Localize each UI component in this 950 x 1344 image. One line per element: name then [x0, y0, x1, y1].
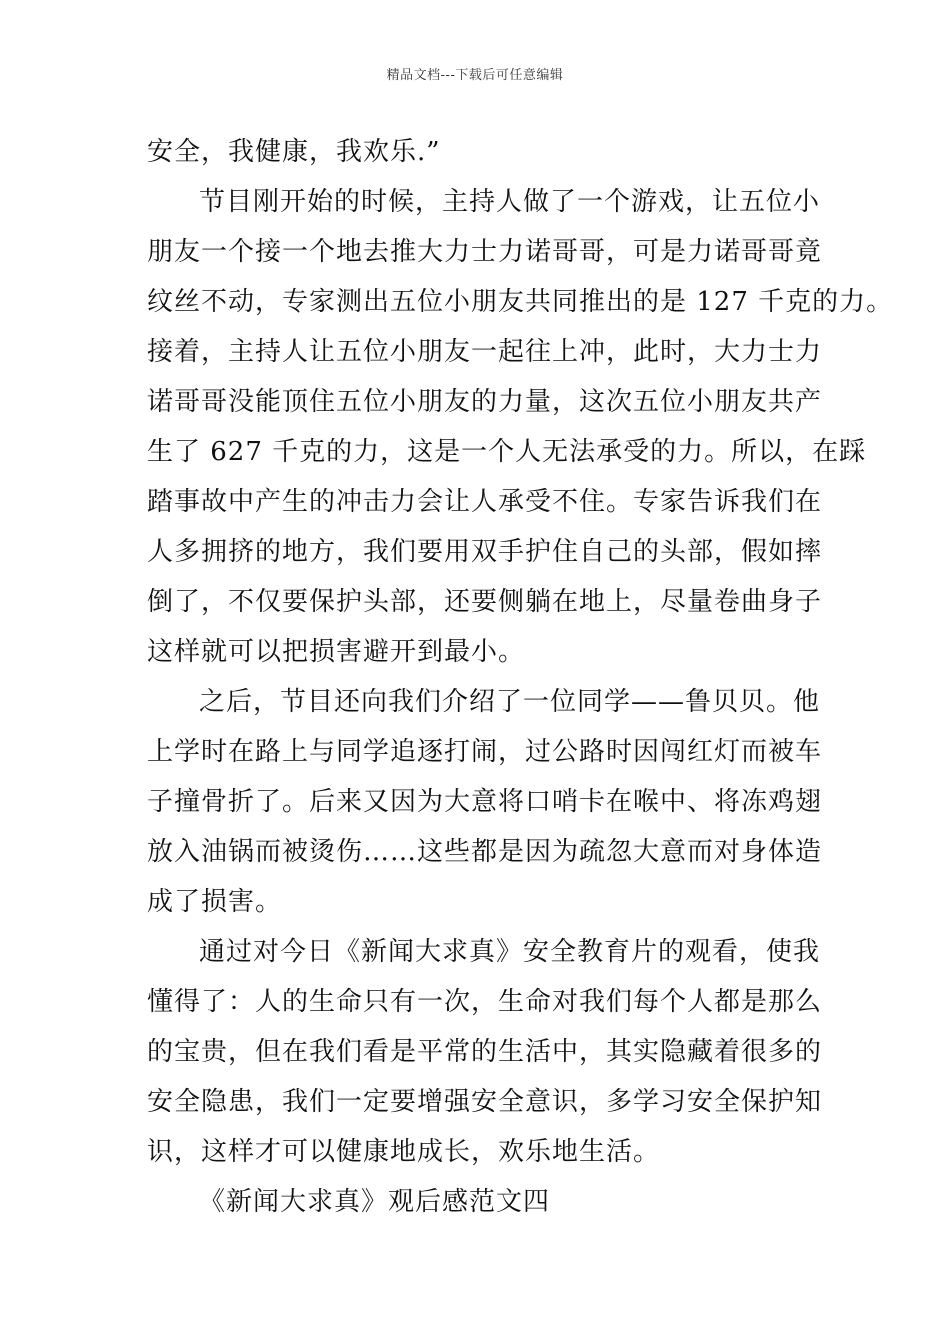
- document-body: [147, 127, 894, 1227]
- text-line: 生了 627 千克的力，这是一个人无法承受的力。所以，在踩: [147, 437, 867, 467]
- text-line: 人多拥挤的地方，我们要用双手护住自己的头部，假如摔: [147, 537, 823, 567]
- text-line: 识，这样才可以健康地成长，欢乐地生活。: [147, 1137, 661, 1167]
- text-line: 踏事故中产生的冲击力会让人承受不住。专家告诉我们在: [147, 487, 823, 517]
- text-line: 安全，我健康，我欢乐.”: [147, 137, 441, 167]
- paragraph-start-line: 之后，节目还向我们介绍了一位同学——鲁贝贝。他: [199, 687, 821, 717]
- text-line: 倒了，不仅要保护头部，还要侧躺在地上，尽量卷曲身子: [147, 587, 823, 617]
- page-header: 精品文档---下载后可任意编辑: [386, 68, 564, 83]
- text-line: 成了损害。: [147, 887, 283, 917]
- text-line: 的宝贵，但在我们看是平常的生活中，其实隐藏着很多的: [147, 1037, 823, 1067]
- text-line: 纹丝不动，专家测出五位小朋友共同推出的是 127 千克的力。: [147, 287, 894, 317]
- text-line: 接着，主持人让五位小朋友一起往上冲，此时，大力士力: [147, 337, 823, 367]
- text-line: 上学时在路上与同学追逐打闹，过公路时因闯红灯而被车: [147, 737, 823, 767]
- text-line: 这样就可以把损害避开到最小。: [147, 637, 526, 667]
- text-line: 懂得了：人的生命只有一次，生命对我们每个人都是那么: [147, 987, 823, 1017]
- section-heading: 《新闻大求真》观后感范文四: [199, 1187, 551, 1217]
- text-line: 安全隐患，我们一定要增强安全意识，多学习安全保护知: [147, 1087, 823, 1117]
- text-line: 诺哥哥没能顶住五位小朋友的力量，这次五位小朋友共产: [147, 387, 823, 417]
- paragraph-start-line: 通过对今日《新闻大求真》安全教育片的观看，使我: [199, 937, 821, 967]
- text-line: 子撞骨折了。后来又因为大意将口哨卡在喉中、将冻鸡翅: [147, 787, 823, 817]
- text-line: 放入油锅而被烫伤……这些都是因为疏忽大意而对身体造: [147, 837, 823, 867]
- paragraph-start-line: 节目刚开始的时候，主持人做了一个游戏，让五位小: [199, 187, 821, 217]
- text-line: 朋友一个接一个地去推大力士力诺哥哥，可是力诺哥哥竟: [147, 237, 823, 267]
